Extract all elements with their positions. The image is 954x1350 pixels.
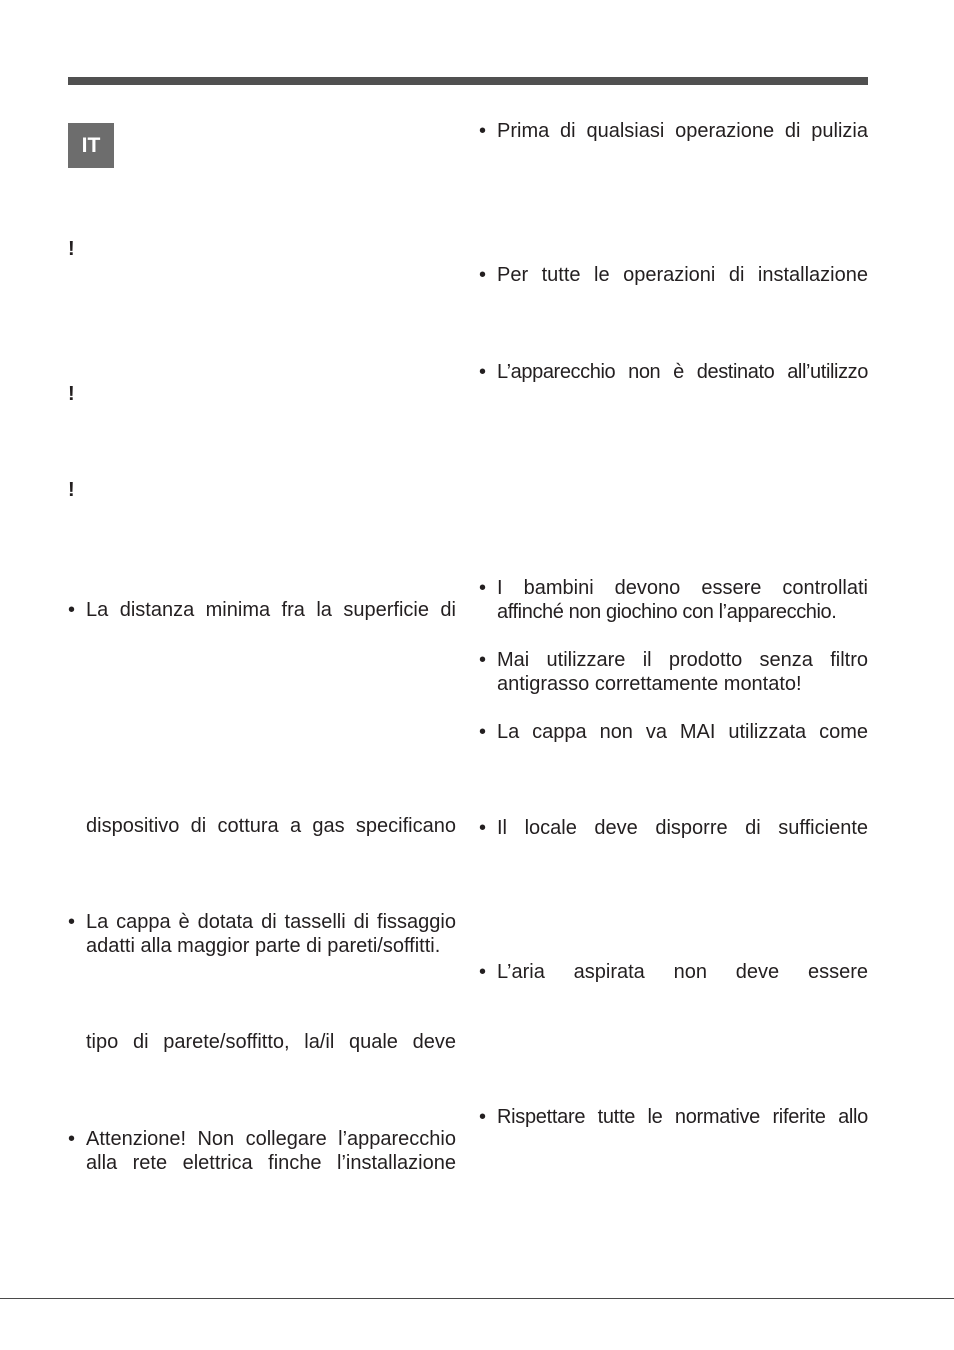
list-item bbox=[479, 263, 868, 287]
list-item bbox=[479, 119, 868, 143]
item-text: Rispettare tutte le normative riferite allo bbox=[497, 1106, 868, 1128]
bullet-icon: • bbox=[479, 120, 487, 142]
bullet-icon: • bbox=[68, 599, 76, 621]
item-text: dispositivo di cottura a gas specificano bbox=[86, 815, 456, 837]
list-item bbox=[68, 598, 456, 622]
item-text-line: alla rete elettrica finche l’installazione bbox=[86, 1152, 456, 1174]
language-badge: IT bbox=[68, 123, 114, 168]
item-text-line: affinché non giochino con l’apparecchio. bbox=[497, 601, 837, 623]
warning-icon: ! bbox=[68, 383, 75, 405]
bullet-icon: • bbox=[68, 911, 76, 933]
bullet-icon: • bbox=[479, 961, 487, 983]
item-text-line: I bambini devono essere controllati bbox=[497, 577, 868, 599]
bullet-icon: • bbox=[479, 264, 487, 286]
item-text: La distanza minima fra la superficie di bbox=[86, 599, 456, 621]
warning-icon: ! bbox=[68, 238, 75, 260]
bullet-icon: • bbox=[479, 577, 487, 599]
item-text: L’apparecchio non è destinato all’utilizzo bbox=[497, 361, 868, 383]
item-text-line: Attenzione! Non collegare l’apparecchio bbox=[86, 1128, 456, 1150]
bullet-icon: • bbox=[479, 361, 486, 383]
list-item bbox=[479, 816, 868, 840]
list-item bbox=[479, 960, 868, 984]
bullet-icon: • bbox=[479, 649, 487, 671]
item-text-line: antigrasso correttamente montato! bbox=[497, 673, 802, 695]
footer-rule bbox=[0, 1298, 954, 1299]
list-item bbox=[479, 360, 868, 384]
list-item bbox=[68, 910, 456, 958]
item-text: Il locale deve disporre di sufficiente bbox=[497, 817, 868, 839]
bullet-icon: • bbox=[68, 1128, 76, 1150]
list-item bbox=[68, 1127, 456, 1175]
list-item bbox=[479, 648, 868, 696]
item-text: La cappa non va MAI utilizzata come bbox=[497, 721, 868, 743]
bullet-icon: • bbox=[479, 1106, 486, 1128]
list-item bbox=[479, 720, 868, 744]
warning-icon: ! bbox=[68, 479, 75, 501]
item-text: L’aria aspirata non deve essere bbox=[497, 961, 868, 983]
header-rule bbox=[68, 77, 868, 85]
paragraph-continuation bbox=[86, 1030, 456, 1054]
item-text-line: Mai utilizzare il prodotto senza filtro bbox=[497, 649, 868, 671]
bullet-icon: • bbox=[479, 721, 487, 743]
paragraph-continuation bbox=[86, 814, 456, 838]
list-item bbox=[479, 576, 868, 624]
item-text: Per tutte le operazioni di installazione bbox=[497, 264, 868, 286]
bullet-icon: • bbox=[479, 817, 487, 839]
item-text-line: adatti alla maggior parte di pareti/soffitti. bbox=[86, 935, 441, 957]
item-text: tipo di parete/soffitto, la/il quale deve bbox=[86, 1031, 456, 1053]
item-text: Prima di qualsiasi operazione di pulizia bbox=[497, 120, 868, 142]
list-item bbox=[479, 1105, 868, 1129]
item-text-line: La cappa è dotata di tasselli di fissaggio bbox=[86, 911, 456, 933]
